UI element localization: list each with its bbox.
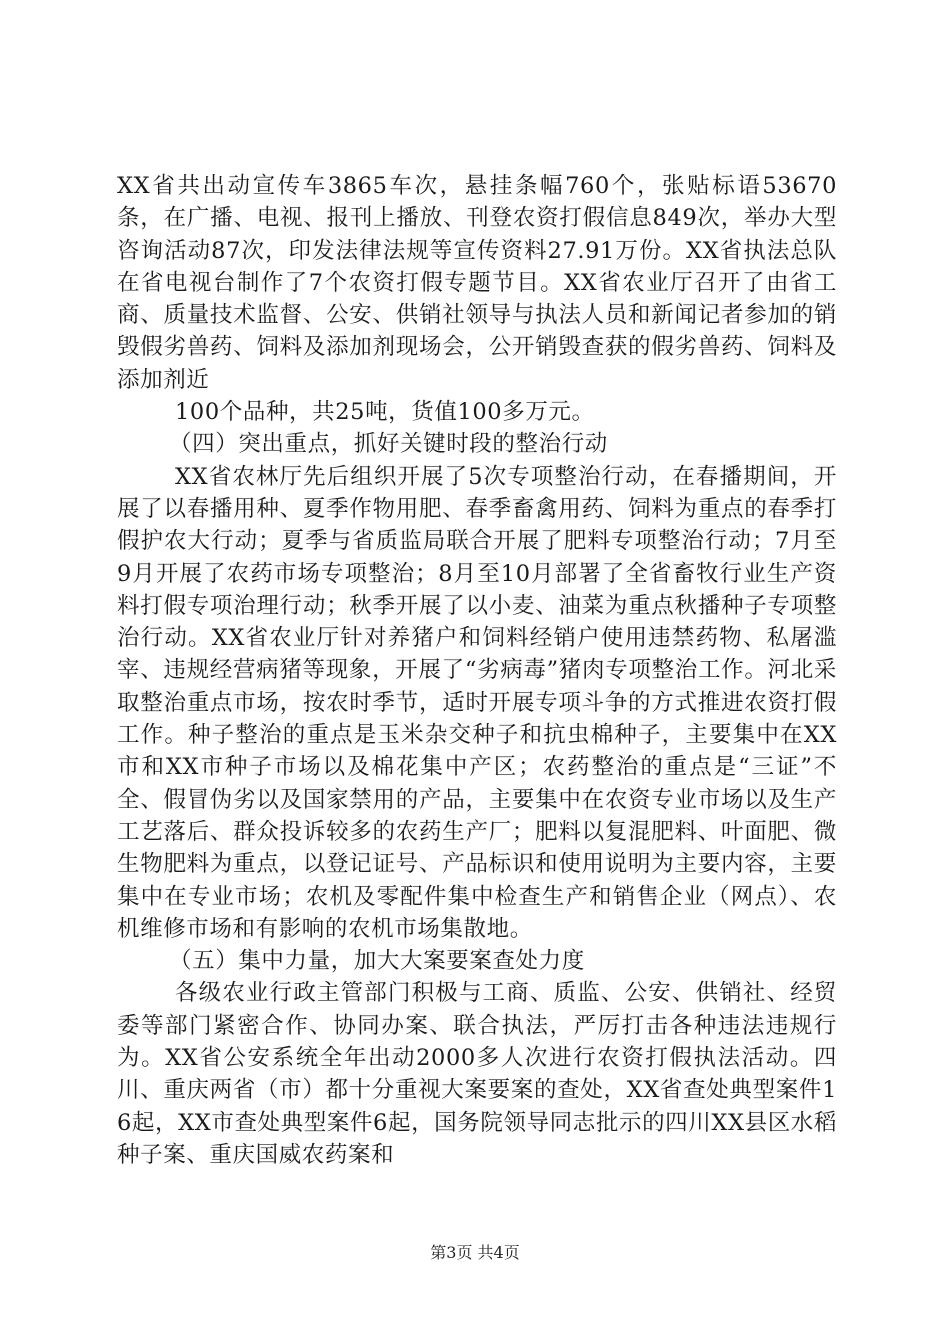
paragraph-destroyed-goods: 100个品种，共25吨，货值100多万元。 — [175, 399, 595, 426]
section-heading-5: （五）集中力量，加大大案要案查处力度 — [169, 948, 585, 975]
paragraph-special-campaigns: XX省农林厅先后组织开展了5次专项整治行动，在春播期间，开展了以春播用种、夏季作物用肥、春季畜禽用药、饲料为重点的春季打假护农大行动；夏季与省质监局联合开展了肥料专项整治行动；7月至9月开展了农药市场专项整治；8月至10月部署了全省畜牧行业生产资料打假专项治理行动；秋季开展了以小麦、油菜为重点秋播种子专项整治行动。XX省农业厅针对养猪户和饲料经销户使用违禁药物、私屠滥宰、违规经营病猪等现象，开展了“劣病毒”猪肉专项整治工作。河北采取整治重点市场，按农时季节，适时开展专项斗争的方式推进农资打假工作。种子整治的重点是玉米杂交种子和抗虫棉种子，主要集中在XX市和XX市种子市场以及棉花集中产区；农药整治的重点是“三证”不全、假冒伪劣以及国家禁用的产品，主要集中在农资专业市场以及生产工艺落后、群众投诉较多的农药生产厂；肥料以复混肥料、叶面肥、微生物肥料为重点，以登记证号、产品标识和使用说明为主要内容，主要集中在专业市场；农机及零配件集中检查生产和销售企业（网点）、农机维修市场和有影响的农机市场集散地。 — [117, 463, 837, 942]
page-number: 第3页 共4页 — [430, 1243, 520, 1262]
paragraph-major-cases: 各级农业行政主管部门积极与工商、质监、公安、供销社、经贸委等部门紧密合作、协同办案、联合执法，严厉打击各种违法违规行为。XX省公安系统全年出动2000多人次进行农资打假执法活动。四川、重庆两省（市）都十分重视大案要案的查处，XX省查处典型案件16起，XX市查处典型案件6起，国务院领导同志批示的四川XX县区水稻种子案、重庆国威农药案和 — [117, 980, 838, 1168]
document-body — [117, 170, 837, 1171]
page-footer — [0, 1243, 950, 1263]
section-heading-4: （四）突出重点，抓好关键时段的整治行动 — [169, 431, 608, 458]
paragraph-publicity-stats: XX省共出动宣传车3865车次，悬挂条幅760个，张贴标语53670条，在广播、电视、报刊上播放、刊登农资打假信息849次，举办大型咨询活动87次，印发法律法规等宣传资料27.91万份。XX省执法总队在省电视台制作了7个农资打假专题节目。XX省农业厅召开了由省工商、质量技术监督、公安、供销社领导与执法人员和新闻记者参加的销毁假劣兽药、饲料及添加剂现场会，公开销毁查获的假劣兽药、饲料及添加剂近 — [117, 173, 837, 393]
